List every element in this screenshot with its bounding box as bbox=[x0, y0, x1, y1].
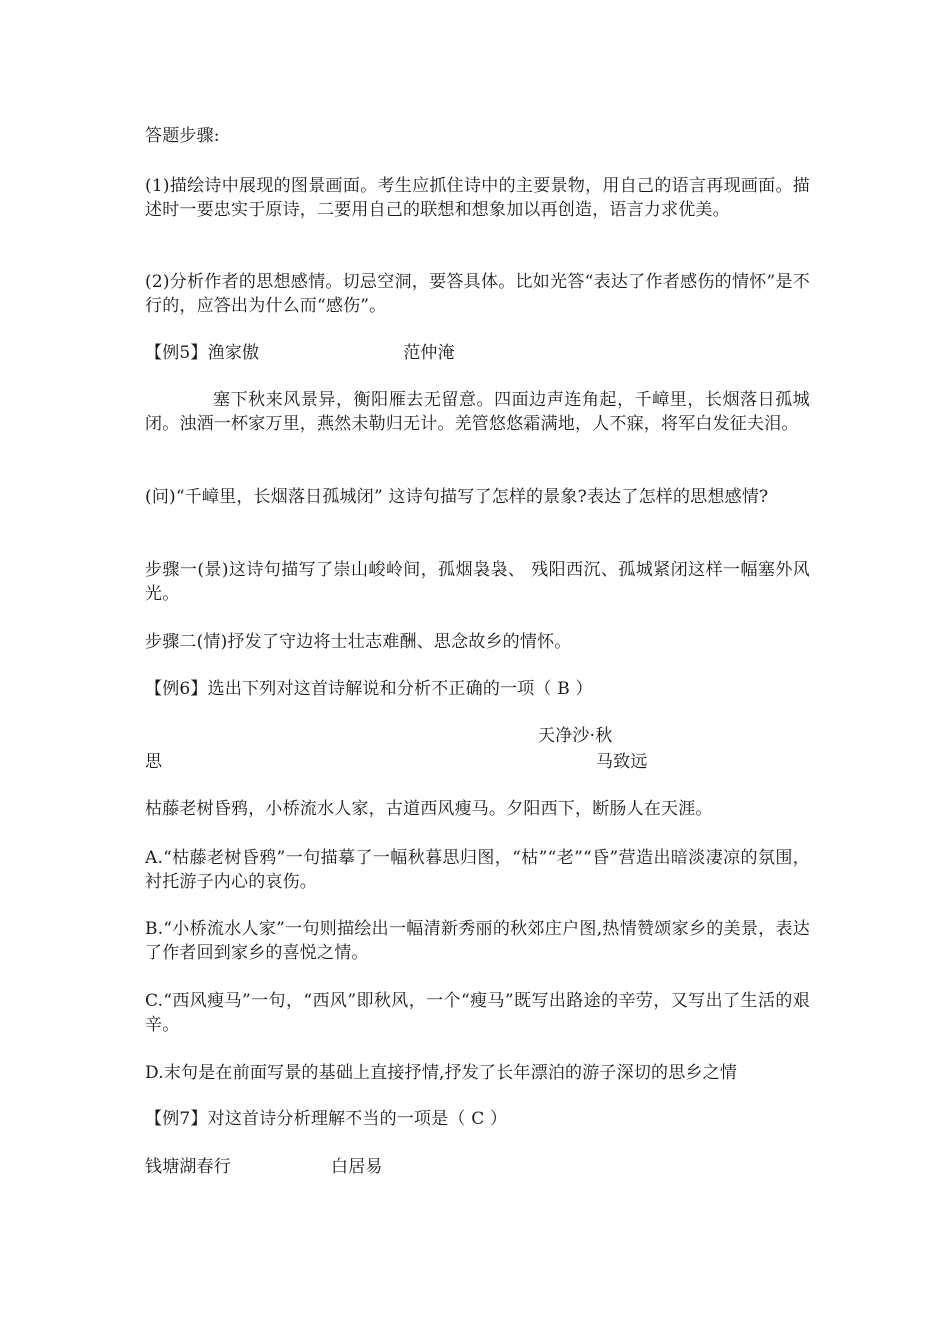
example-7-author: 白居易 bbox=[331, 1157, 383, 1177]
example-6-author: 马致远 bbox=[596, 752, 648, 772]
example-5-answer-step-2: 步骤二(情)抒发了守边将士壮志难酬、思念故乡的情怀。 bbox=[145, 632, 572, 652]
example-6-poem: 枯藤老树昏鸦，小桥流水人家，古道西风瘦马。夕阳西下，断肠人在天涯。 bbox=[145, 799, 713, 819]
example-7-header bbox=[145, 1155, 810, 1179]
example-6-option-d: D.末句是在前面写景的基础上直接抒情,抒发了长年漂泊的游子深切的思乡之情 bbox=[145, 1063, 738, 1083]
example-6-title-tail: 思 bbox=[145, 752, 163, 772]
example-7-question: 【例7】对这首诗分析理解不当的一项是（ C ） bbox=[145, 1109, 508, 1129]
example-5-poem: 塞下秋来风景异，衡阳雁去无留意。四面边声连角起，千嶂里，长烟落日孤城闭。浊酒一杯家万里，燕然未勒归无计。羌管悠悠霜满地，人不寐，将军白发征夫泪。 bbox=[145, 390, 810, 434]
example-5-answer-step-1: 步骤一(景)这诗句描写了崇山峻岭间，孤烟袅袅、 残阳西沉、孤城紧闭这样一幅塞外风光。 bbox=[145, 560, 810, 604]
step-1-paragraph: (1)描绘诗中展现的图景画面。考生应抓住诗中的主要景物，用自己的语言再现画面。描述时一要忠实于原诗，二要用自己的联想和想象加以再创造，语言力求优美。 bbox=[145, 176, 810, 220]
example-7-title: 钱塘湖春行 bbox=[145, 1157, 231, 1177]
example-6-option-a: A.“枯藤老树昏鸦”一句描摹了一幅秋暮思归图，“枯”“老”“昏”营造出暗淡凄凉的氛围，衬托游子内心的哀伤。 bbox=[145, 848, 810, 892]
example-6-option-b: B.“小桥流水人家”一句则描绘出一幅清新秀丽的秋郊庄户图,热情赞颂家乡的美景，表达了作者回到家乡的喜悦之情。 bbox=[145, 919, 810, 963]
example-5-question: (问)“千嶂里，长烟落日孤城闭” 这诗句描写了怎样的景象?表达了怎样的思想感情? bbox=[145, 487, 769, 507]
step-2-paragraph: (2)分析作者的思想感情。切忌空洞，要答具体。比如光答“表达了作者感伤的情怀”是不行的，应答出为什么而“感伤”。 bbox=[145, 272, 810, 316]
example-5-header bbox=[145, 341, 810, 365]
example-5-author: 范仲淹 bbox=[403, 343, 455, 363]
example-6-option-c: C.“西风瘦马”一句，“西风”即秋风，一个“瘦马”既写出路途的辛劳，又写出了生活的艰辛。 bbox=[145, 991, 810, 1035]
example-6-poem-title: 天净沙·秋 bbox=[538, 726, 613, 746]
example-5-label: 【例5】渔家傲 bbox=[145, 343, 260, 363]
steps-heading: 答题步骤: bbox=[145, 126, 220, 146]
example-6-question: 【例6】选出下列对这首诗解说和分析不正确的一项（ B ） bbox=[145, 679, 593, 699]
